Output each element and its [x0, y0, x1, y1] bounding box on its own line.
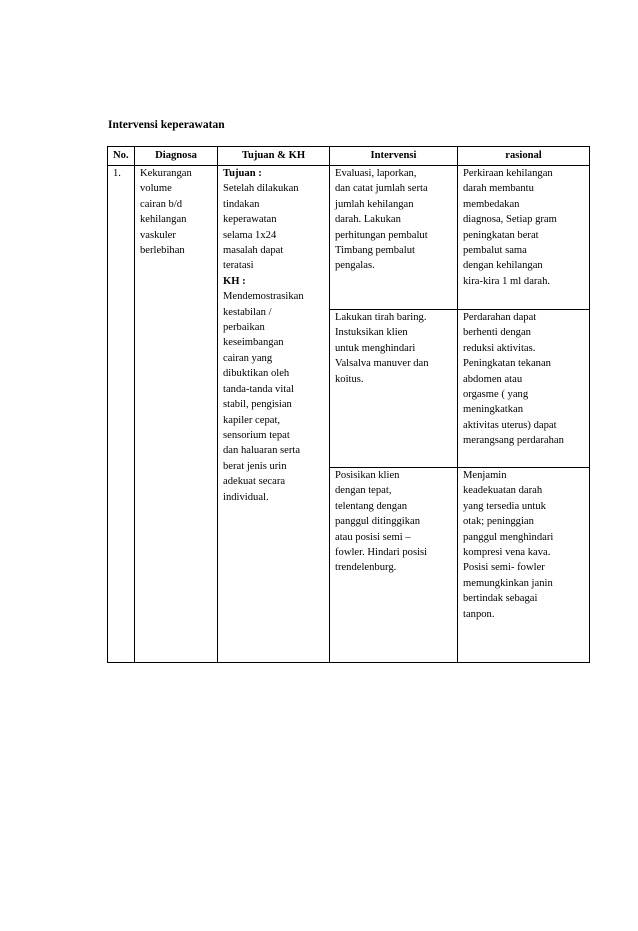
kh-line: berat jenis urin	[223, 460, 287, 472]
intervensi-line: Instuksikan klien	[335, 327, 408, 339]
intervensi-line: dengan tepat,	[335, 485, 392, 497]
rasional-line: aktivitas uterus) dapat	[463, 419, 557, 431]
tujuan-line: keperawatan	[223, 214, 277, 226]
cell-no: 1.	[108, 166, 135, 663]
cell-rasional-1	[458, 166, 590, 310]
intervensi-line: darah. Lakukan	[335, 214, 401, 226]
kh-line: kestabilan /	[223, 306, 272, 318]
kh-heading: KH :	[223, 275, 246, 287]
intervensi-line: dan catat jumlah serta	[335, 183, 428, 195]
table-header-row	[108, 147, 590, 166]
rasional-line: memungkinkan janin	[463, 577, 553, 589]
tujuan-line: teratasi	[223, 260, 254, 272]
rasional-line: darah membantu	[463, 183, 534, 195]
kh-line: keseimbangan	[223, 337, 284, 349]
intervensi-line: Lakukan tirah baring.	[335, 312, 427, 323]
table-row	[108, 166, 590, 310]
intervensi-line: perhitungan pembalut	[335, 229, 428, 241]
kh-line: cairan yang	[223, 352, 273, 364]
cell-rasional-2	[458, 310, 590, 468]
diagnosa-line: berlebihan	[140, 245, 185, 257]
rasional-line: berhenti dengan	[463, 327, 531, 339]
rasional-line: Perdarahan dapat	[463, 312, 537, 323]
rasional-line: kira-kira 1 ml darah.	[463, 275, 551, 287]
rasional-line: diagnosa, Setiap gram	[463, 214, 557, 226]
diagnosa-line: volume	[140, 183, 172, 195]
cell-intervensi-3	[330, 468, 458, 663]
header-diagnosa: Diagnosa	[135, 147, 218, 166]
intervensi-line: koitus.	[335, 373, 364, 385]
kh-line: adekuat secara	[223, 476, 286, 488]
cell-tujuan-kh	[218, 166, 330, 663]
rasional-line: pembalut sama	[463, 245, 527, 257]
diagnosa-line: vaskuler	[140, 229, 176, 241]
intervensi-line: fowler. Hindari posisi	[335, 547, 428, 559]
kh-line: sensorium tepat	[223, 429, 290, 441]
intervensi-line: Evaluasi, laporkan,	[335, 168, 417, 179]
tujuan-line: Setelah dilakukan	[223, 183, 299, 195]
intervensi-line: telentang dengan	[335, 500, 408, 512]
rasional-line: panggul menghindari	[463, 531, 554, 543]
header-rasional: rasional	[458, 147, 590, 166]
rasional-line: meningkatkan	[463, 404, 524, 416]
intervensi-line: trendelenburg.	[335, 562, 397, 574]
cell-intervensi-1	[330, 166, 458, 310]
intervensi-line: atau posisi semi –	[335, 531, 411, 543]
header-intervensi: Intervensi	[330, 147, 458, 166]
rasional-line: bertindak sebagai	[463, 593, 538, 605]
rasional-line: Posisi semi- fowler	[463, 562, 545, 574]
rasional-line: membedakan	[463, 198, 520, 210]
kh-line: individual.	[223, 491, 269, 503]
header-no: No.	[108, 147, 135, 166]
rasional-line: Peningkatan tekanan	[463, 358, 551, 370]
kh-line: stabil, pengisian	[223, 399, 292, 411]
rasional-line: Menjamin	[463, 470, 507, 481]
rasional-line: peningkatan berat	[463, 229, 539, 241]
tujuan-line: tindakan	[223, 198, 260, 210]
intervensi-line: pengalas.	[335, 260, 375, 272]
cell-diagnosa	[135, 166, 218, 663]
rasional-line: dengan kehilangan	[463, 260, 543, 272]
rasional-line: tanpon.	[463, 608, 495, 620]
rasional-line: keadekuatan darah	[463, 485, 543, 497]
kh-line: kapiler cepat,	[223, 414, 281, 426]
header-tujuan: Tujuan & KH	[218, 147, 330, 166]
rasional-line: kompresi vena kava.	[463, 547, 551, 559]
intervensi-line: untuk menghindari	[335, 342, 416, 354]
intervensi-line: Posisikan klien	[335, 470, 400, 481]
rasional-line: merangsang perdarahan	[463, 435, 564, 447]
tujuan-line: masalah dapat	[223, 245, 284, 257]
kh-line: perbaikan	[223, 322, 265, 334]
section-title: Intervensi keperawatan	[108, 119, 225, 131]
rasional-line: abdomen atau	[463, 373, 523, 385]
diagnosa-line: cairan b/d	[140, 198, 183, 210]
tujuan-line: selama 1x24	[223, 229, 277, 241]
cell-intervensi-2	[330, 310, 458, 468]
rasional-line: yang tersedia untuk	[463, 500, 546, 512]
intervention-table	[107, 146, 590, 663]
intervensi-line: jumlah kehilangan	[335, 198, 414, 210]
rasional-line: Perkiraan kehilangan	[463, 168, 553, 179]
tujuan-heading: Tujuan :	[223, 168, 262, 179]
kh-line: dan haluaran serta	[223, 445, 301, 457]
kh-line: dibuktikan oleh	[223, 368, 290, 380]
diagnosa-line: Kekurangan	[140, 168, 192, 179]
kh-line: tanda-tanda vital	[223, 383, 294, 395]
intervensi-line: panggul ditinggikan	[335, 516, 421, 528]
kh-line: Mendemostrasikan	[223, 291, 304, 303]
rasional-line: otak; peninggian	[463, 516, 534, 528]
rasional-line: orgasme ( yang	[463, 389, 529, 401]
diagnosa-line: kehilangan	[140, 214, 187, 226]
intervensi-line: Timbang pembalut	[335, 245, 415, 257]
intervensi-line: Valsalva manuver dan	[335, 358, 429, 370]
cell-rasional-3	[458, 468, 590, 663]
rasional-line: reduksi aktivitas.	[463, 342, 536, 354]
